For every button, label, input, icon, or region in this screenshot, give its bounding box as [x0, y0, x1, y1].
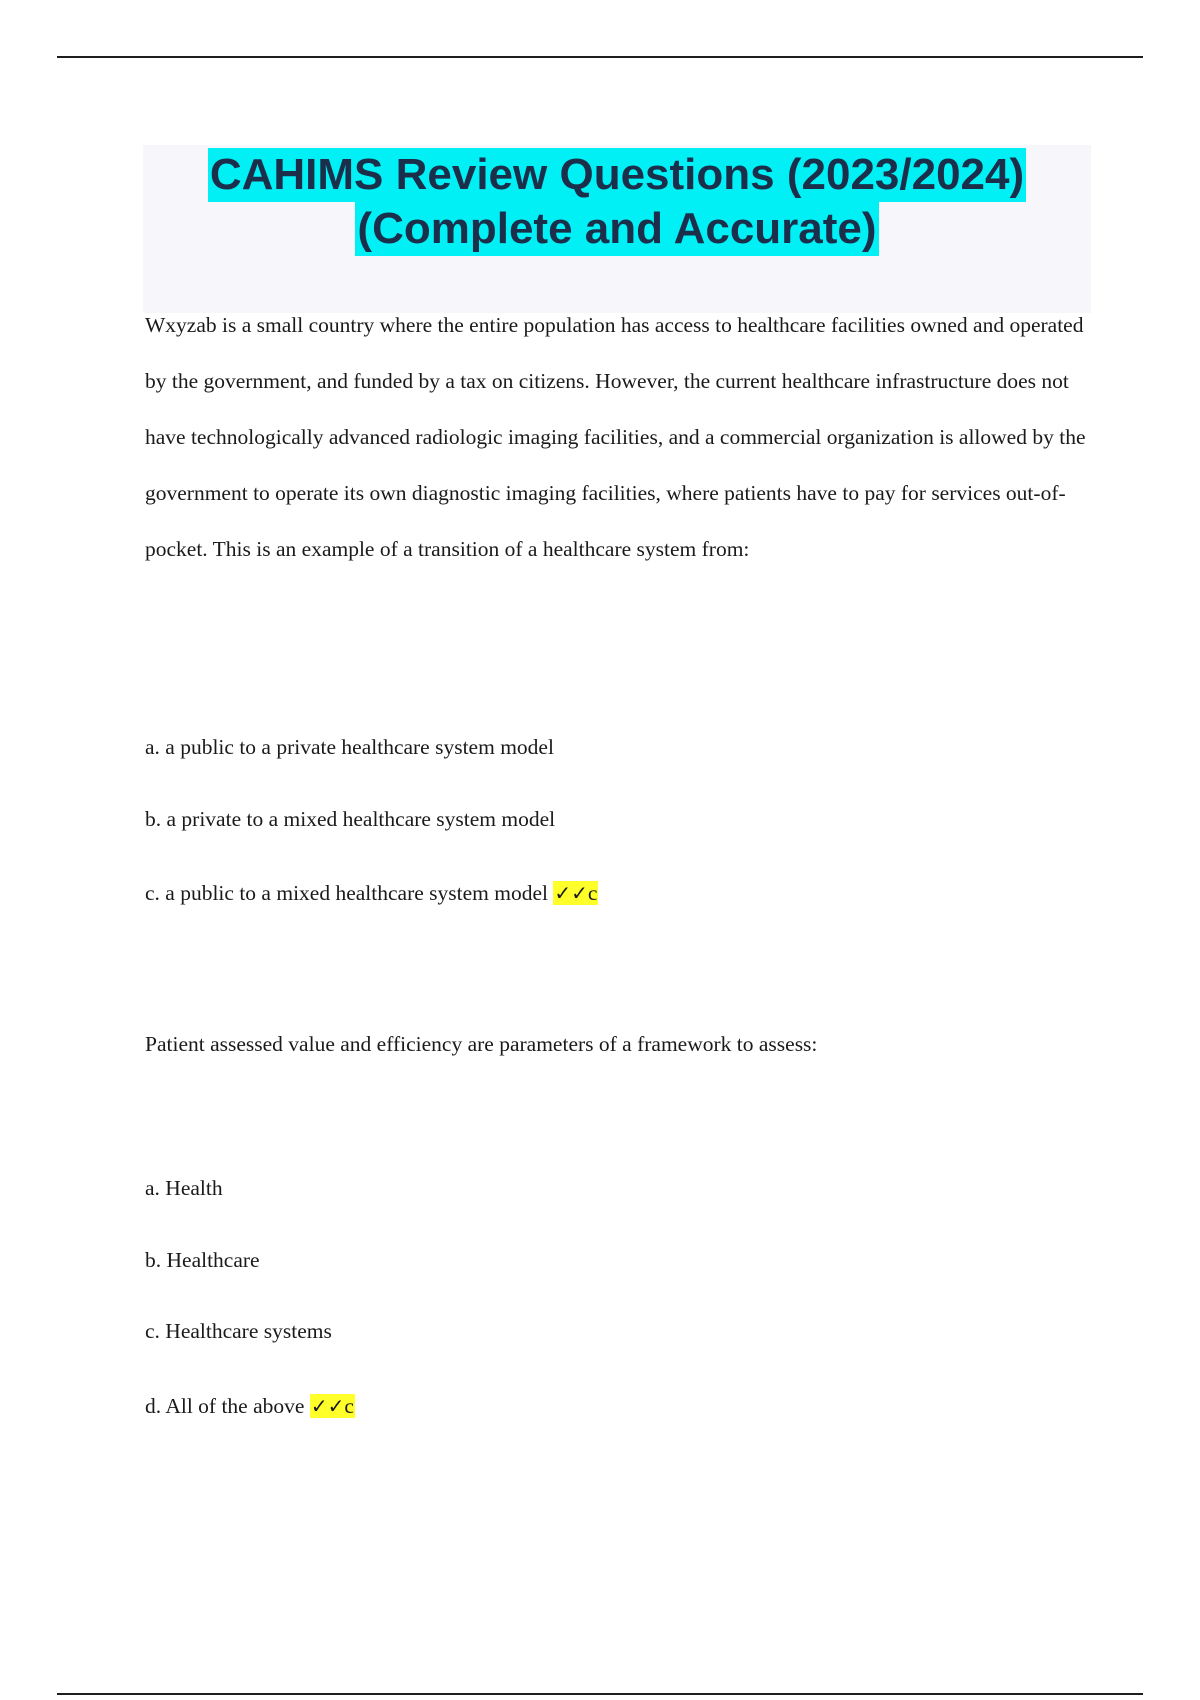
question-2-option-d-label: d. All of the above [145, 1394, 305, 1418]
top-rule [57, 56, 1143, 58]
checkmark-icon: ✓✓ [310, 1394, 345, 1418]
question-2-option-c: c. Healthcare systems [145, 1319, 332, 1343]
document-title [143, 145, 1091, 313]
question-2-answer-mark [310, 1394, 355, 1418]
checkmark-icon: ✓✓ [554, 881, 588, 905]
title-line-2: (Complete and Accurate) [355, 202, 878, 256]
question-1-option-c [145, 878, 598, 908]
title-line-1: CAHIMS Review Questions (2023/2024) [208, 148, 1026, 202]
bottom-rule [57, 1693, 1143, 1695]
question-2-option-b: b. Healthcare [145, 1248, 260, 1272]
question-1-text: Wxyzab is a small country where the entire population has access to healthcare facilities owned and operated by the government, and funded by a tax on citizens. However, the current healthcare infrastructure does not have technologically advanced radiologic imaging facilities, and a commercial organization is allowed by the government to operate its own diagnostic imaging facilities, where patients have to pay for services out-of-pocket. This is an example of a transition of a healthcare system from: [145, 313, 1086, 561]
question-2-option-a: a. Health [145, 1176, 223, 1200]
question-1-option-c-label: c. a public to a mixed healthcare system model [145, 881, 548, 905]
question-2-option-d [145, 1391, 355, 1421]
question-1-option-a: a. a public to a private healthcare system model [145, 735, 554, 759]
question-1-answer-mark [553, 881, 598, 905]
question-1-option-b: b. a private to a mixed healthcare system model [145, 807, 556, 831]
question-2-text: Patient assessed value and efficiency are parameters of a framework to assess: [145, 1032, 818, 1056]
answer-letter: c [587, 881, 598, 905]
answer-letter: c [344, 1394, 354, 1418]
